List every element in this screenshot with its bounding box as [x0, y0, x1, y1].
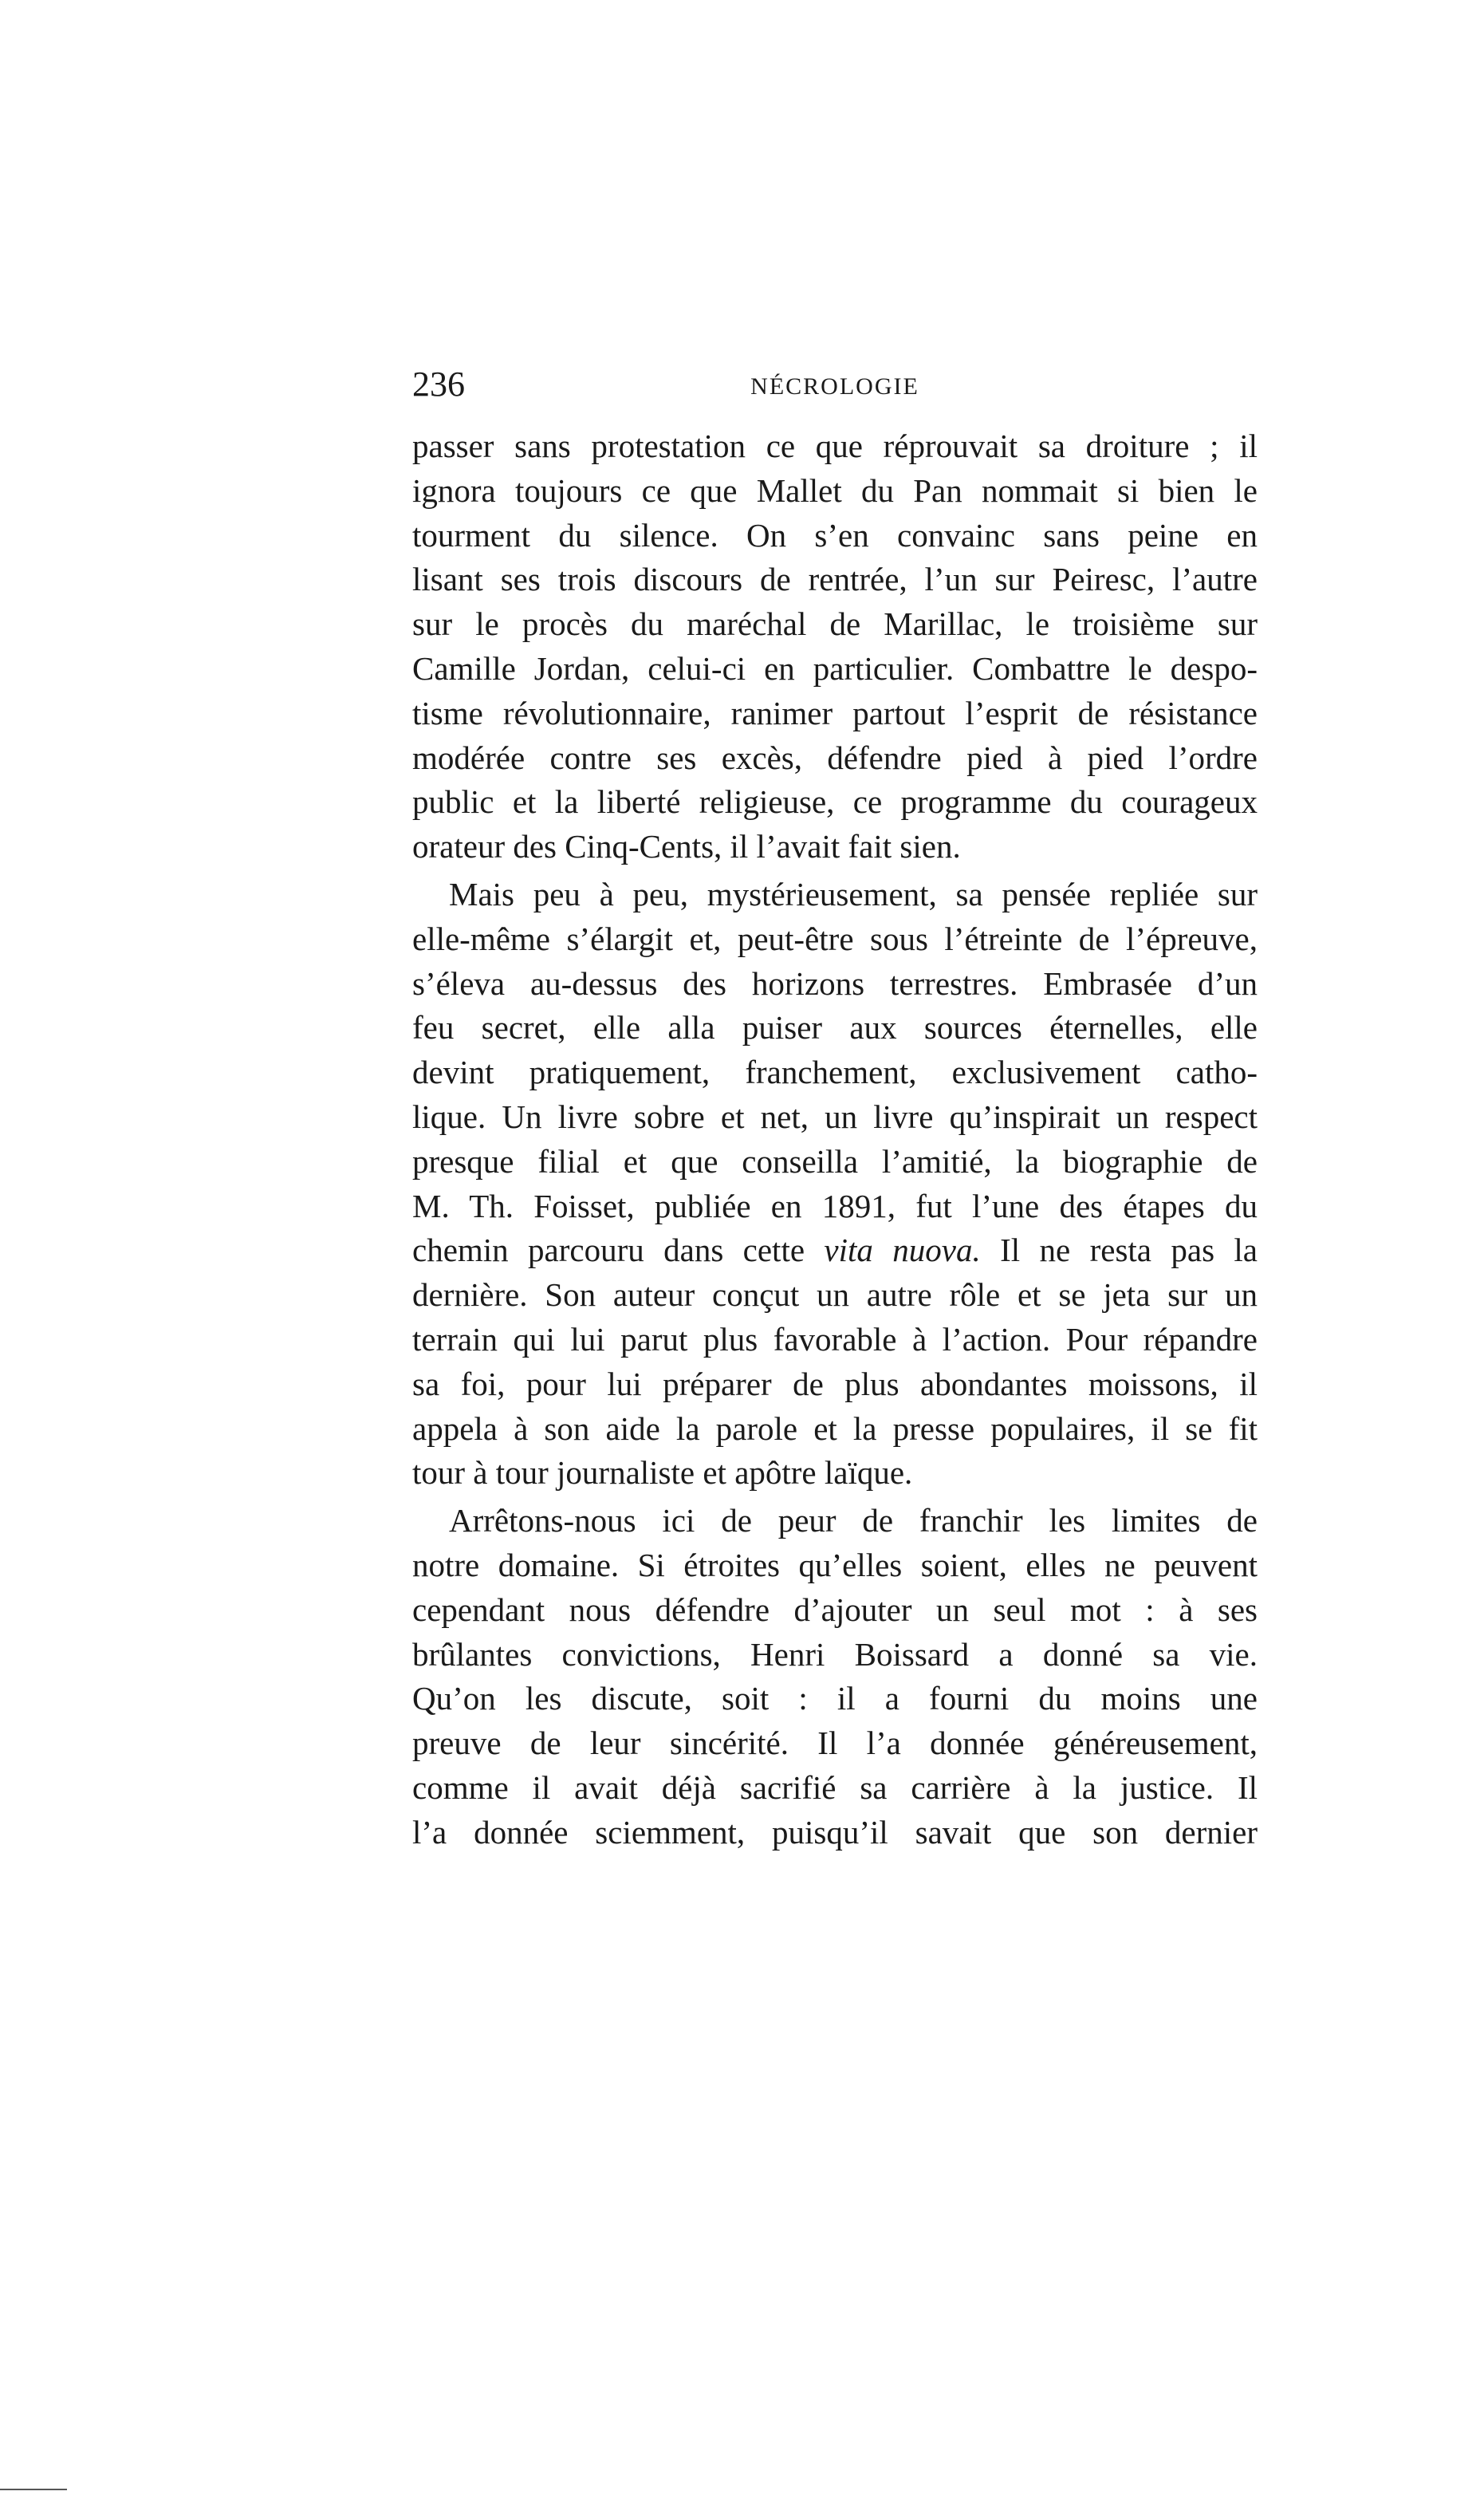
text-line: elle-même s’élargit et, peut-être sous l’étreinte de l’épreuve, [412, 920, 1258, 957]
text-line: tisme révolutionnaire, ranimer partout l’esprit de résistance [412, 694, 1258, 731]
running-title: NÉCROLOGIE [750, 373, 919, 400]
text-line: feu secret, elle alla puiser aux sources éternelles, elle [412, 1009, 1258, 1047]
text-line: tourment du silence. On s’en convainc sans peine en [412, 516, 1258, 554]
text-line: cependant nous défendre d’ajouter un seul mot : à ses [412, 1591, 1258, 1628]
text-line: M. Th. Foisset, publiée en 1891, fut l’une des étapes du [412, 1187, 1258, 1224]
page-number: 236 [412, 365, 465, 404]
text-segment: chemin parcouru dans cette [412, 1232, 825, 1269]
text-line: preuve de leur sincérité. Il l’a donnée généreusement, [412, 1725, 1258, 1762]
italic-phrase: vita nuova. [824, 1232, 981, 1269]
scan-edge-rule [0, 2489, 67, 2490]
text-line: orateur des Cinq-Cents, il l’avait fait sien. [412, 828, 961, 865]
text-line: tour à tour journaliste et apôtre laïque. [412, 1454, 913, 1492]
text-line: appela à son aide la parole et la presse populaires, il se fit [412, 1409, 1258, 1447]
text-line: dernière. Son auteur conçut un autre rôle et se jeta sur un [412, 1276, 1258, 1314]
text-line: brûlantes convictions, Henri Boissard a donné sa vie. [412, 1635, 1258, 1673]
running-head [412, 361, 1258, 408]
text-line: Mais peu à peu, mystérieusement, sa pensée repliée sur [449, 875, 1258, 913]
text-line: lique. Un livre sobre et net, un livre qu’inspirait un respect [412, 1098, 1258, 1135]
paragraph-2 [412, 873, 1258, 1496]
text-line: ignora toujours ce que Mallet du Pan nommait si bien le [412, 471, 1258, 509]
text-line: notre domaine. Si étroites qu’elles soient, elles ne peuvent [412, 1546, 1258, 1583]
text-line: sur le procès du maréchal de Marillac, le troisième sur [412, 605, 1258, 643]
text-segment: Il ne resta pas la [980, 1232, 1258, 1269]
text-line: public et la liberté religieuse, ce programme du courageux [412, 783, 1258, 821]
text-line-with-italic [412, 1228, 1258, 1273]
text-line: passer sans protestation ce que réprouvait sa droiture ; il [412, 428, 1258, 464]
text-line: Camille Jordan, celui-ci en particulier. Combattre le despo- [412, 649, 1258, 687]
text-line: Qu’on les discute, soit : il a fourni du moins une [412, 1680, 1258, 1717]
text-line: presque filial et que conseilla l’amitié, la biographie de [412, 1142, 1258, 1180]
text-line: l’a donnée sciemment, puisqu’il savait que son dernier [412, 1813, 1258, 1851]
text-line: comme il avait déjà sacrifié sa carrière à la justice. Il [412, 1768, 1258, 1806]
text-line: Arrêtons-nous ici de peur de franchir les limites de [449, 1502, 1258, 1539]
text-line: sa foi, pour lui préparer de plus abondantes moissons, il [412, 1365, 1258, 1402]
text-line: modérée contre ses excès, défendre pied à pied l’ordre [412, 739, 1258, 776]
text-line: lisant ses trois discours de rentrée, l’un sur Peiresc, l’autre [412, 561, 1258, 598]
text-line: terrain qui lui parut plus favorable à l’action. Pour répandre [412, 1320, 1258, 1358]
paragraph-1 [412, 424, 1258, 869]
text-line: s’éleva au-dessus des horizons terrestres. Embrasée d’un [412, 964, 1258, 1002]
body-text [412, 424, 1258, 1855]
paragraph-3 [412, 1499, 1258, 1855]
text-line: devint pratiquement, franchement, exclusivement catho- [412, 1054, 1258, 1091]
